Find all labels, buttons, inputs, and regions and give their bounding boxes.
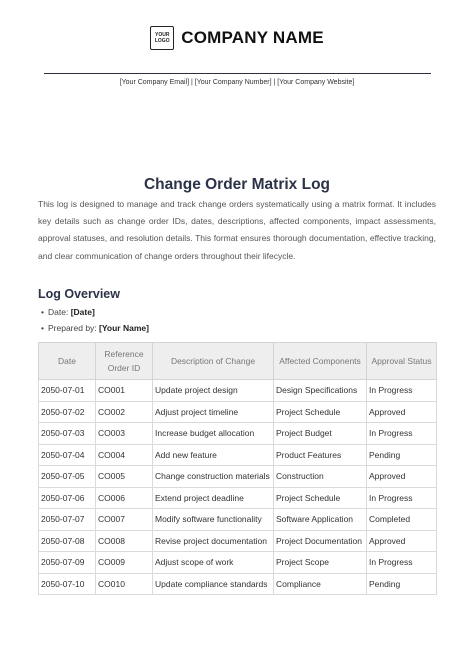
change-order-table [38,342,437,595]
cell-order-id: CO009 [96,552,153,574]
document-header [0,26,474,50]
table-row [39,509,437,531]
cell-status: In Progress [367,487,437,509]
cell-components: Compliance [274,573,367,595]
header-divider [44,73,431,74]
cell-order-id: CO003 [96,423,153,445]
cell-components: Product Features [274,444,367,466]
cell-status: Approved [367,530,437,552]
cell-status: Approved [367,466,437,488]
cell-description: Revise project documentation [153,530,274,552]
cell-status: Pending [367,573,437,595]
cell-date: 2050-07-07 [39,509,96,531]
cell-date: 2050-07-06 [39,487,96,509]
overview-prepared-item [38,320,149,336]
table-row [39,401,437,423]
cell-components: Construction [274,466,367,488]
document-title: Change Order Matrix Log [143,176,331,193]
cell-date: 2050-07-08 [39,530,96,552]
prepared-by-value: [Your Name] [99,323,149,333]
date-value: [Date] [70,307,95,317]
table-row [39,530,437,552]
table-row [39,466,437,488]
cell-description: Adjust scope of work [153,552,274,574]
prepared-by-label: Prepared by: [47,323,97,333]
cell-date: 2050-07-10 [39,573,96,595]
logo-line-2: LOGO [154,38,170,44]
cell-description: Update project design [153,380,274,402]
cell-description: Add new feature [153,444,274,466]
cell-date: 2050-07-03 [39,423,96,445]
cell-description: Extend project deadline [153,487,274,509]
log-overview-heading: Log Overview [38,287,120,301]
cell-order-id: CO006 [96,487,153,509]
cell-description: Change construction materials [153,466,274,488]
logo-line-1: YOUR [155,32,170,38]
company-contact-line: [Your Company Email] | [Your Company Number] | [Your Company Website] [119,79,355,86]
logo-placeholder [150,26,174,50]
cell-components: Project Scope [274,552,367,574]
cell-status: In Progress [367,380,437,402]
table-row [39,487,437,509]
intro-paragraph: This log is designed to manage and track change orders systematically using a matrix format. It includes key details such as change order IDs, dates, descriptions, affected components, impact assessments, approval statuses, and resolution details. This format ensures thorough documentation, effective tracking, and clear communication of change orders throughout their lifecycle. [38,199,436,261]
cell-date: 2050-07-09 [39,552,96,574]
overview-list [38,304,149,336]
table-body [39,380,437,595]
table-header [39,343,437,380]
cell-status: Approved [367,401,437,423]
cell-status: In Progress [367,423,437,445]
table-row [39,444,437,466]
table-row [39,573,437,595]
column-header-date: Date [39,343,96,380]
column-header-order-id: Reference Order ID [96,343,153,380]
cell-order-id: CO005 [96,466,153,488]
cell-order-id: CO010 [96,573,153,595]
cell-components: Software Application [274,509,367,531]
cell-status: Completed [367,509,437,531]
cell-components: Project Budget [274,423,367,445]
table-row [39,552,437,574]
cell-description: Modify software functionality [153,509,274,531]
cell-order-id: CO001 [96,380,153,402]
cell-order-id: CO004 [96,444,153,466]
cell-status: In Progress [367,552,437,574]
cell-order-id: CO002 [96,401,153,423]
cell-order-id: CO007 [96,509,153,531]
company-name: COMPANY NAME [181,28,324,47]
column-header-status: Approval Status [367,343,437,380]
cell-status: Pending [367,444,437,466]
cell-components: Project Schedule [274,401,367,423]
table-row [39,380,437,402]
cell-description: Adjust project timeline [153,401,274,423]
cell-date: 2050-07-02 [39,401,96,423]
overview-date-item [38,304,149,320]
date-label: Date: [47,307,69,317]
cell-components: Project Documentation [274,530,367,552]
cell-description: Increase budget allocation [153,423,274,445]
cell-date: 2050-07-01 [39,380,96,402]
cell-order-id: CO008 [96,530,153,552]
table-row [39,423,437,445]
cell-date: 2050-07-04 [39,444,96,466]
cell-components: Design Specifications [274,380,367,402]
table-header-row [39,343,437,380]
column-header-components: Affected Components [274,343,367,380]
cell-description: Update compliance standards [153,573,274,595]
cell-date: 2050-07-05 [39,466,96,488]
cell-components: Project Schedule [274,487,367,509]
column-header-description: Description of Change [153,343,274,380]
